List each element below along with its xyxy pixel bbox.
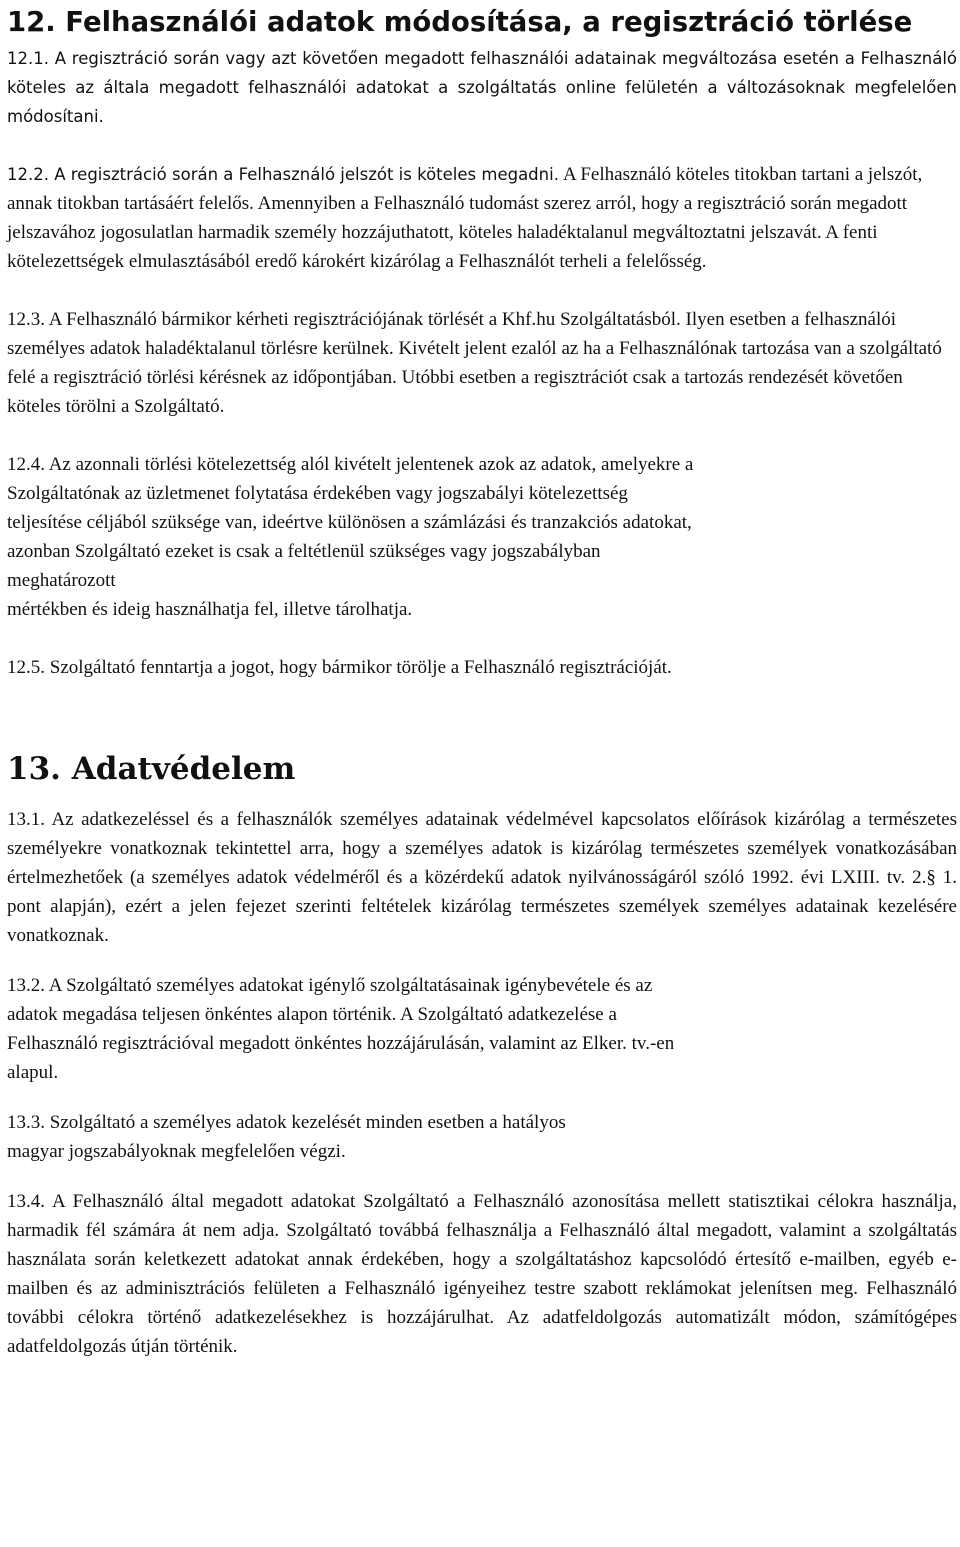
paragraph-line: 12.4. Az azonnali törlési kötelezettség alól kivételt jelentenek azok az adatok, amelyekre a xyxy=(7,454,694,475)
document-page xyxy=(7,0,957,1361)
paragraph-line: 13.2. A Szolgáltató személyes adatokat igénylő szolgáltatásainak igénybevétele és az xyxy=(7,975,653,996)
paragraph-line: Szolgáltatónak az üzletmenet folytatása érdekében vagy jogszabályi kötelezettség xyxy=(7,483,628,504)
paragraph-13-3 xyxy=(7,1108,957,1166)
paragraph-13-2 xyxy=(7,971,957,1087)
paragraph-line: teljesítése céljából szüksége van, ideértve különösen a számlázási és tranzakciós adatokat, xyxy=(7,512,692,533)
paragraph-line: meghatározott xyxy=(7,570,116,591)
paragraph-13-1: 13.1. Az adatkezeléssel és a felhasználók személyes adatainak védelmével kapcsolatos előírások kizárólag a természetes személyekre vonatkoznak tekintettel arra, hogy a személyes adatok is kizárólag természetes személyek vonatkozásában értelmezhetőek (a személyes adatok védelméről és a közérdekű adatok nyilvánosságáról szóló 1992. évi LXIII. tv. 2.§ 1. pont alapján), ezért a jelen fejezet szerinti feltételek kizárólag természetes személyek személyes adatainak kezelésére vonatkoznak. xyxy=(7,809,957,946)
paragraph-12-2-sentence: 12.2. A regisztráció során a Felhasználó jelszót is köteles megadni. xyxy=(7,165,559,184)
paragraph-line: adatok megadása teljesen önkéntes alapon történik. A Szolgáltató adatkezelése a xyxy=(7,1004,617,1025)
section-13-heading: 13. Adatvédelem xyxy=(7,751,296,787)
paragraph-12-5: 12.5. Szolgáltató fenntartja a jogot, hogy bármikor törölje a Felhasználó regisztrációját. xyxy=(7,657,672,678)
paragraph-line: mértékben és ideig használhatja fel, illetve tárolhatja. xyxy=(7,599,413,620)
paragraph-line: azonban Szolgáltató ezeket is csak a feltétlenül szükséges vagy jogszabályban xyxy=(7,541,601,562)
paragraph-line: Felhasználó regisztrációval megadott önkéntes hozzájárulásán, valamint az Elker. tv.-en xyxy=(7,1033,675,1054)
paragraph-12-1: 12.1. A regisztráció során vagy azt követően megadott felhasználói adatainak megváltozása esetén a Felhasználó köteles az általa megadott felhasználói adatokat a szolgáltatás online felületén a változásoknak megfelelően módosítani. xyxy=(7,49,957,126)
paragraph-12-3: 12.3. A Felhasználó bármikor kérheti regisztrációjának törlését a Khf.hu Szolgáltatásból. Ilyen esetben a felhasználói személyes adatok haladéktalanul törlésre kerülnek. Kivételt jelent ezalól az ha a Felhasználónak tartozása van a szolgáltató felé a regisztráció törlési kérésnek az időpontjában. Utóbbi esetben a regisztrációt csak a tartozás rendezését követően köteles törölni a Szolgáltató. xyxy=(7,309,942,417)
paragraph-line: magyar jogszabályoknak megfelelően végzi. xyxy=(7,1141,346,1162)
paragraph-13-4: 13.4. A Felhasználó által megadott adatokat Szolgáltató a Felhasználó azonosítása mellett statisztikai célokra használja, harmadik fél számára át nem adja. Szolgáltató továbbá felhasználja a Felhasználó által megadott, valamint a szolgáltatás használata során keletkezett adatokat annak érdekében, hogy a szolgáltatáshoz kapcsolódó értesítő e-mailben, egyéb e-mailben és az adminisztrációs felületen a Felhasználó igényeihez testre szabott reklámokat jelenítsen meg. Felhasználó további célokra történő adatkezelésekhez is hozzájárulhat. Az adatfeldolgozás automatizált módon, számítógépes adatfeldolgozás útján történik. xyxy=(7,1191,957,1357)
paragraph-line: alapul. xyxy=(7,1062,59,1083)
paragraph-12-2-body: A Felhasználó köteles titokban tartani a jelszót, annak titokban tartásáért felelős. Amennyiben a Felhasználó tudomást szerez arról, hogy a regisztráció során megadott jelszavához jogosulatlan harmadik személy hozzájuthatott, köteles haladéktalanul megváltoztatni jelszavát. A fenti kötelezettségek elmulasztásából eredő károkért kizárólag a Felhasználót terheli a felelősség. xyxy=(7,164,923,272)
paragraph-12-2 xyxy=(7,160,957,276)
section-12-heading: 12. Felhasználói adatok módosítása, a regisztráció törlése xyxy=(7,6,913,38)
paragraph-12-4 xyxy=(7,450,957,624)
paragraph-line: 13.3. Szolgáltató a személyes adatok kezelését minden esetben a hatályos xyxy=(7,1112,566,1133)
